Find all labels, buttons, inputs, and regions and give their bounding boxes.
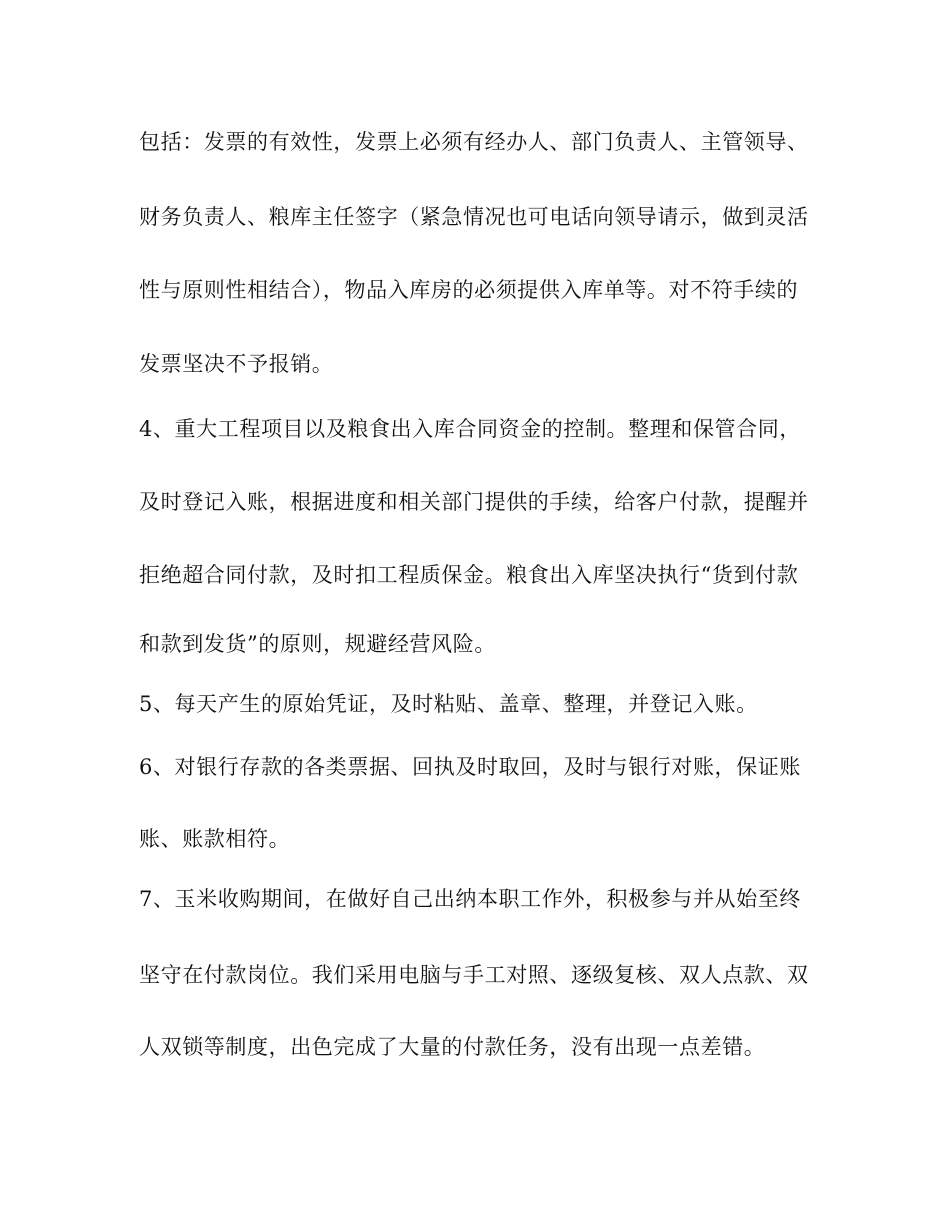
text-line: 和款到发货”的原则，规避经营风险。: [139, 632, 496, 656]
text-line: 坚守在付款岗位。我们采用电脑与手工对照、逐级复核、双人点款、双: [139, 963, 809, 987]
text-line: 包括：发票的有效性，发票上必须有经办人、部门负责人、主管领导、: [139, 130, 809, 154]
text-line: 4、重大工程项目以及粮食出入库合同资金的控制。整理和保管合同，: [139, 417, 801, 441]
text-line: 账、账款相符。: [139, 827, 291, 851]
text-line: 财务负责人、粮库主任签字（紧急情况也可电话向领导请示，做到灵活: [139, 205, 809, 229]
text-line: 7、玉米收购期间，在做好自己出纳本职工作外，积极参与并从始至终: [139, 887, 801, 911]
text-line: 发票坚决不予报销。: [139, 352, 334, 376]
text-line: 人双锁等制度，出色完成了大量的付款任务，没有出现一点差错。: [139, 1035, 766, 1059]
text-line: 5、每天产生的原始凭证，及时粘贴、盖章、整理，并登记入账。: [139, 692, 758, 716]
text-line: 6、对银行存款的各类票据、回执及时取回，及时与银行对账，保证账: [139, 755, 801, 779]
text-line: 拒绝超合同付款，及时扣工程质保金。粮食出入库坚决执行“货到付款: [139, 563, 799, 587]
text-line: 性与原则性相结合），物品入库房的必须提供入库单等。对不符手续的: [139, 278, 799, 302]
text-line: 及时登记入账，根据进度和相关部门提供的手续，给客户付款，提醒并: [139, 490, 809, 514]
